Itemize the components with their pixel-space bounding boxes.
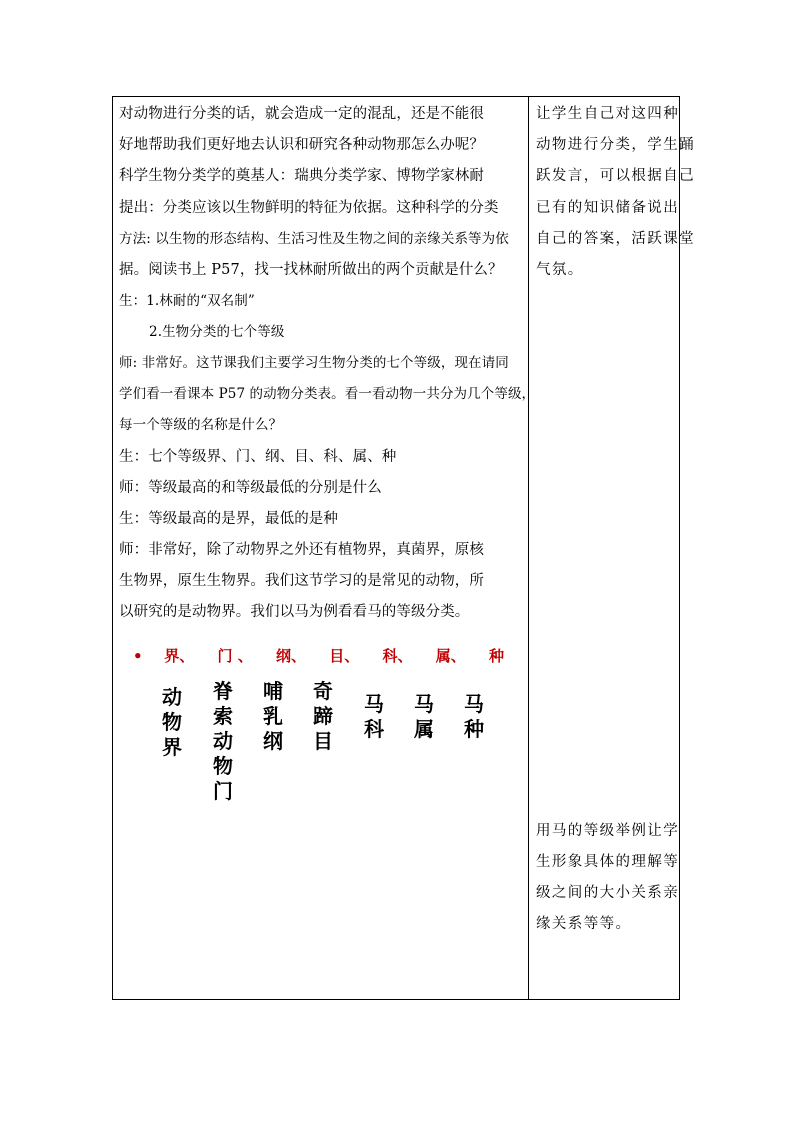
rank-char: 目 [313,729,333,753]
rank-char: 纲 [263,729,283,753]
rank-item: 界、 [164,647,195,665]
rank-char: 界 [162,735,182,759]
rank-char: 马 [464,692,484,716]
rank-char: 科 [364,717,384,741]
rank-char: 索 [213,704,233,728]
rank-item: 属、 [435,647,466,665]
rank-char: 种 [464,717,484,741]
side-note-line: 用马的等级举例让学 [536,823,680,839]
text-line: 生物界，原生生物界。我们这节学习的是常见的动物，所 [119,573,484,589]
horse-rank-class [260,679,286,754]
rank-char: 马 [414,692,434,716]
rank-char: 门 [213,779,233,803]
horse-rank-order [310,679,336,754]
text-line: 好地帮助我们更好地去认识和研究各种动物那怎么办呢？ [119,137,484,153]
rank-char: 物 [213,754,233,778]
text-line: 以研究的是动物界。我们以马为例看看马的等级分类。 [119,604,470,620]
text-line: 科学生物分类学的奠基人：瑞典分类学家、博物学家林耐 [119,168,484,184]
bullet-point: • [133,647,143,665]
horse-rank-genus [411,692,437,742]
text-line: 生：等级最高的是界，最低的是种 [119,511,338,527]
side-note-line: 让学生自己对这四种 [536,106,680,122]
column-divider [528,97,529,999]
rank-char: 脊 [213,679,233,703]
horse-rank-phylum [210,679,236,804]
rank-char: 蹄 [313,704,333,728]
text-line: 师: 非常好。这节课我们主要学习生物分类的七个等级，现在请同 [119,355,509,371]
side-note-line: 自己的答案，活跃课堂 [536,231,695,247]
rank-char: 物 [162,710,182,734]
text-line: 生：1.林耐的“双名制” [119,293,255,309]
text-line: 学们看一看课本 P57 的动物分类表。看一看动物一共分为几个等级， [119,386,536,402]
text-line: 师：等级最高的和等级最低的分别是什么 [119,480,382,496]
horse-rank-kingdom [159,685,185,760]
rank-item: 科、 [382,647,413,665]
side-note-line: 已有的知识储备说出 [536,200,680,216]
rank-item: 种 [488,647,504,665]
rank-list [133,645,504,666]
text-line: 方法: 以生物的形态结构、生活习性及生物之间的亲缘关系等为依 [119,231,509,247]
lesson-table [112,96,695,1000]
rank-char: 哺 [263,679,283,703]
text-line: 提出：分类应该以生物鲜明的特征为依据。这种科学的分类 [119,200,499,216]
side-note-line: 跃发言，可以根据自己 [536,168,695,184]
rank-char: 乳 [263,704,283,728]
side-note-line: 气氛。 [536,262,584,278]
rank-char: 动 [213,729,233,753]
horse-rank-family [361,692,387,742]
text-line: 据。阅读书上 P57，找一找林耐所做出的两个贡献是什么？ [119,262,503,278]
side-note-line: 级之间的大小关系亲 [536,885,680,901]
text-line: 2.生物分类的七个等级 [149,324,285,340]
rank-item: 纲、 [275,647,306,665]
text-line: 每一个等级的名称是什么？ [119,417,283,433]
text-line: 师：非常好，除了动物界之外还有植物界，真菌界，原核 [119,542,484,558]
rank-char: 属 [414,717,434,741]
horse-rank-species [461,692,487,742]
rank-char: 马 [364,692,384,716]
text-line: 对动物进行分类的话，就会造成一定的混乱，还是不能很 [119,106,484,122]
rank-item: 门 、 [217,647,253,665]
rank-char: 动 [162,685,182,709]
rank-item: 目、 [329,647,360,665]
side-note-line: 动物进行分类，学生踊 [536,137,695,153]
text-line: 生：七个等级界、门、纲、目、科、属、种 [119,449,397,465]
rank-char: 奇 [313,679,333,703]
side-note-line: 缘关系等等。 [536,916,632,932]
side-note-line: 生形象具体的理解等 [536,854,680,870]
